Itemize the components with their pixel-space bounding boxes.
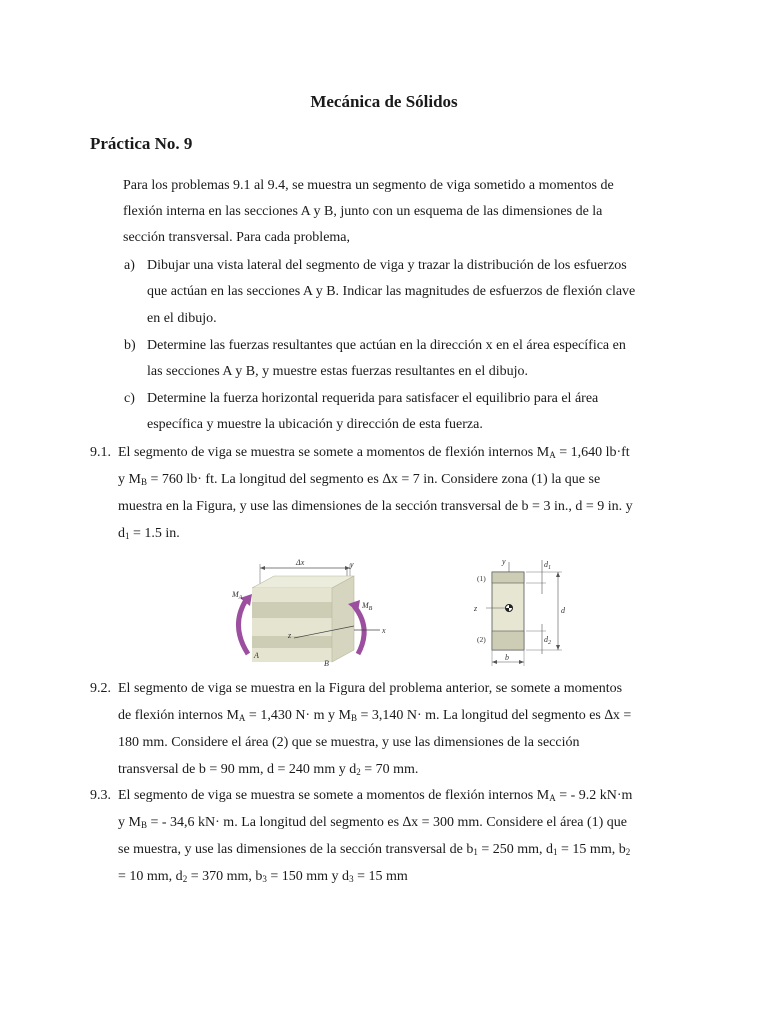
item-a-line-1: Dibujar una vista lateral del segmento de viga y trazar la distribución de los esfuerzos: [147, 258, 627, 273]
item-b-label: b): [124, 338, 136, 353]
intro-line-2: flexión interna en las secciones A y B, junto con un esquema de las dimensiones de la: [123, 204, 603, 219]
problem-9-1-number: 9.1.: [90, 445, 111, 460]
section-z-label: z: [474, 604, 478, 613]
moment-b-label: $M_B$: [362, 601, 373, 612]
problem-9-1-line-3: muestra en la Figura, y use las dimensiones de la sección transversal de b = 3 in., d = 9 in. y: [118, 499, 633, 514]
item-a-line-2: que actúan en las secciones A y B. Indicar las magnitudes de esfuerzos de flexión clave: [147, 284, 636, 299]
zone-2-label: (2): [477, 635, 486, 644]
moment-a-label: $M_A$: [232, 590, 243, 601]
zone-2-area: [492, 631, 524, 650]
z-axis-label: z: [288, 631, 292, 640]
x-axis-label: x: [382, 626, 386, 635]
problem-9-3-number: 9.3.: [90, 788, 111, 803]
beam-layer-2: [252, 602, 332, 618]
problem-9-1-line-2: y $M_B = 760$ lb· ft. La longitud del segmento es ∆x = 7 in. Considere zona (1) la que se: [118, 472, 601, 487]
d-label: d: [561, 606, 565, 615]
problem-9-2-line-2: de flexión internos $M_A = 1,430$ N· m y $M_B = 3,140$ N· m. La longitud del segmento es ∆x =: [118, 708, 632, 723]
beam-layer-1: [252, 588, 332, 602]
section-y-label: y: [502, 557, 506, 566]
d-arrow-top-icon: [556, 572, 560, 577]
b-label: b: [505, 653, 509, 662]
zone-1-label: (1): [477, 574, 486, 583]
intro-line-1: Para los problemas 9.1 al 9.4, se muestra un segmento de viga sometido a momentos de: [123, 178, 614, 193]
beam-layer-4: [252, 636, 332, 648]
item-c-line-1: Determine la fuerza horizontal requerida para satisfacer el equilibrio para el área: [147, 391, 599, 406]
problem-9-1-line-1: El segmento de viga se muestra se somete a momentos de flexión internos $M_A = 1,640$ lb·ft: [118, 445, 630, 460]
problem-9-2-line-4: transversal de b = 90 mm, d = 240 mm y $d_2 = 70$ mm.: [118, 762, 419, 777]
d-arrow-bottom-icon: [556, 645, 560, 650]
section-b-label: B: [324, 659, 329, 668]
problem-9-2-number: 9.2.: [90, 681, 111, 696]
practice-number: Práctica No. 9: [90, 134, 193, 153]
y-axis-label: y: [350, 560, 354, 569]
beam-segment-figure: [226, 554, 406, 674]
intro-line-3: sección transversal. Para cada problema,: [123, 230, 351, 245]
b-arrow-right-icon: [519, 660, 524, 664]
section-a-label: A: [254, 651, 259, 660]
beam-layer-5: [252, 648, 332, 662]
problem-9-2-line-1: El segmento de viga se muestra en la Figura del problema anterior, se somete a momentos: [118, 681, 623, 696]
item-b-line-1: Determine las fuerzas resultantes que actúan en la dirección x en el área específica en: [147, 338, 626, 353]
item-c-label: c): [124, 391, 135, 406]
problem-9-3-line-3: se muestra, y use las dimensiones de la sección transversal de $b_1 = 250$ mm, $d_1 = 15$ mm, $b_2$: [118, 842, 631, 857]
problem-9-3-line-2: y $M_B$ = - 34,6 kN· m. La longitud del segmento es ∆x = 300 mm. Considere el área (1) que: [118, 815, 627, 830]
item-b-line-2: las secciones A y B, y muestre estas fuerzas resultantes en el dibujo.: [147, 364, 529, 379]
dx-label: Δx: [296, 558, 305, 567]
zone-1-area: [492, 572, 524, 583]
item-c-line-2: específica y muestre la ubicación y dirección de esta fuerza.: [147, 417, 483, 432]
cross-section-figure: [466, 554, 576, 672]
problem-9-1-line-4: $d_1 = 1.5$ in.: [118, 526, 180, 541]
d2-label: $d_2$: [544, 635, 551, 646]
beam-layer-3: [252, 618, 332, 636]
page-title: Mecánica de Sólidos: [310, 92, 458, 111]
problem-9-3-line-4: = 10 mm, $d_2 = 370$ mm, $b_3 = 150$ mm y $d_3 = 15$ mm: [118, 869, 408, 884]
dx-arrow-left-icon: [260, 566, 265, 570]
beam-side-face: [332, 576, 354, 662]
problem-9-2-line-3: 180 mm. Considere el área (2) que se muestra, y use las dimensiones de la sección: [118, 735, 580, 750]
item-a-label: a): [124, 258, 135, 273]
d1-label: $d_1$: [544, 560, 551, 571]
b-arrow-left-icon: [492, 660, 497, 664]
problem-9-3-line-1: El segmento de viga se muestra se somete a momentos de flexión internos $M_A$ = - 9.2 kN·m: [118, 788, 633, 803]
moment-a-arrow: [238, 600, 248, 654]
item-a-line-3: en el dibujo.: [147, 311, 217, 326]
